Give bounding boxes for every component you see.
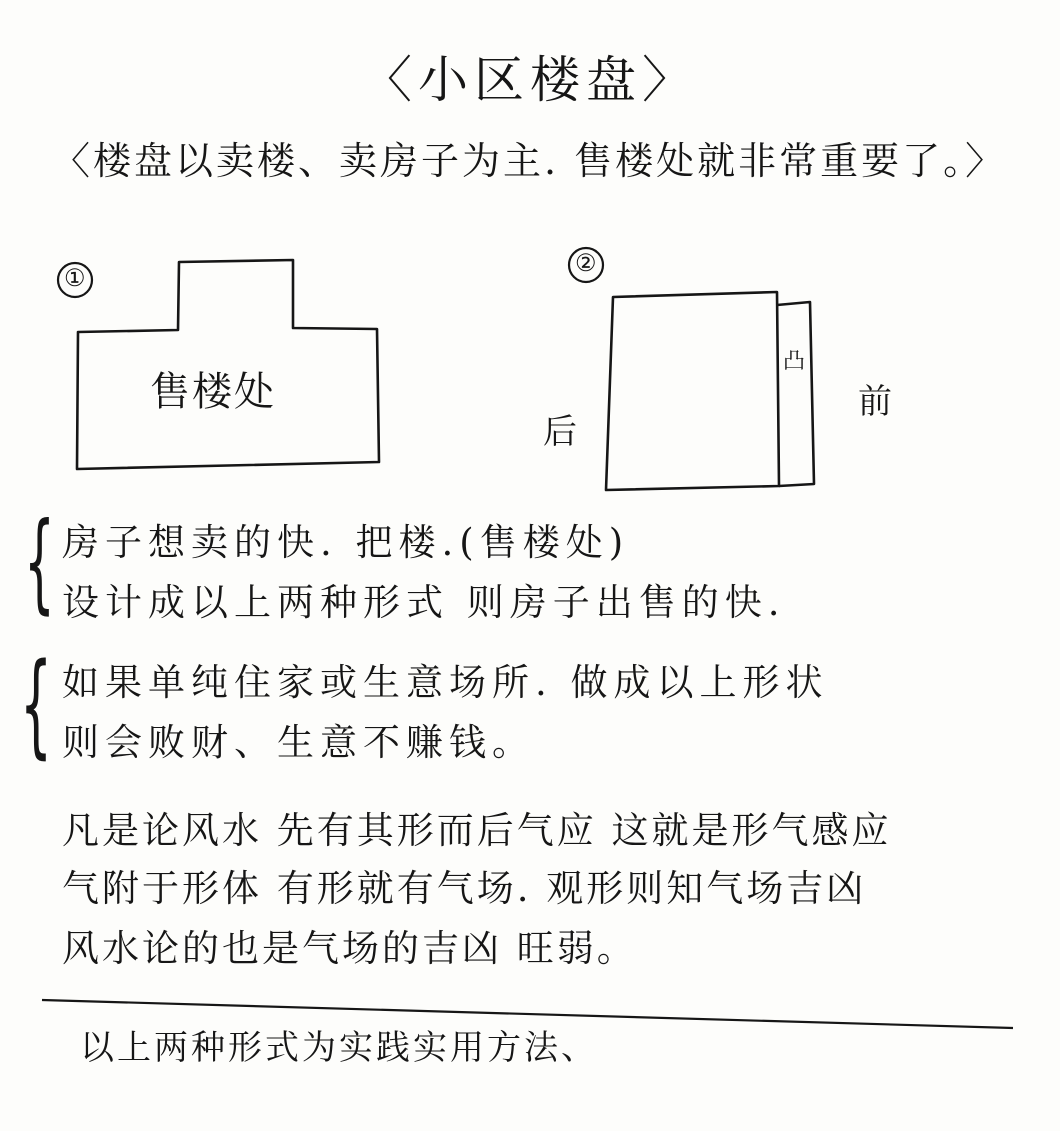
paragraph-line-3: 风水论的也是气场的吉凶 旺弱。 [62, 927, 637, 970]
diagram-2-door-mark: 凸 [783, 349, 806, 374]
diagram-2-front-label: 前 [858, 382, 892, 422]
group-2-brace: { [20, 640, 53, 770]
paragraph-line-1: 凡是论风水 先有其形而后气应 这就是形气感应 [62, 809, 892, 852]
group-1-line-1: 房子想卖的快. 把楼.(售楼处) [62, 521, 630, 564]
diagram-2-front-extension [777, 302, 814, 486]
diagram-2-number: ② [575, 249, 597, 277]
page-subtitle: 〈楼盘以卖楼、卖房子为主. 售楼处就非常重要了。〉 [52, 139, 1007, 183]
page-title: 〈小区楼盘〉 [362, 51, 698, 109]
group-1-brace: { [24, 500, 55, 625]
diagram-2-main-block [606, 292, 779, 490]
diagram-1-number: ① [64, 264, 86, 292]
diagram-2-back-label: 后 [543, 412, 577, 452]
paragraph-line-2: 气附于形体 有形就有气场. 观形则知气场吉凶 [62, 867, 867, 910]
group-2-line-2: 则会败财、生意不赚钱。 [62, 721, 535, 764]
group-2-line-1: 如果单纯住家或生意场所. 做成以上形状 [62, 661, 829, 704]
group-1-line-2: 设计成以上两种形式 则房子出售的快. [62, 581, 786, 624]
diagram-1-label: 售楼处 [150, 369, 276, 415]
footer-note: 以上两种形式为实践实用方法、 [80, 1028, 598, 1068]
diagram-2 [569, 248, 814, 490]
